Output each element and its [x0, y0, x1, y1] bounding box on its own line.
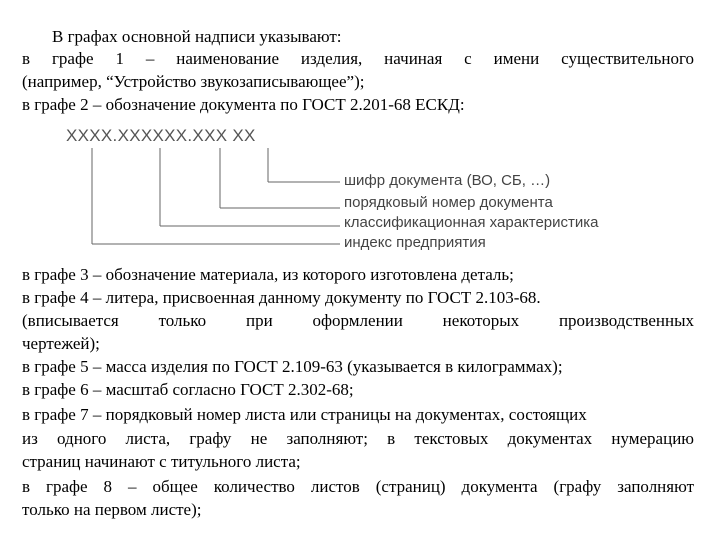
- label-enterprise-index: индекс предприятия: [344, 234, 486, 251]
- graph-4-line-3: чертежей);: [22, 334, 100, 353]
- label-document-code: шифр документа (ВО, СБ, …): [344, 172, 551, 189]
- graph-8-line-1: в графе 8 – общее количество листов (страниц) документа (графу заполняют: [22, 477, 694, 496]
- designation-code: XXXX.XXXXXX.XXX XX: [66, 126, 256, 145]
- graph-3-line: в графе 3 – обозначение материала, из которого изготовлена деталь;: [22, 265, 514, 284]
- graph-1-line-2: (например, “Устройство звукозаписывающее”);: [22, 72, 365, 91]
- graph-7-line-2: из одного листа, графу не заполняют; в текстовых документах нумерацию: [22, 429, 694, 448]
- graph-1-line-1: в графе 1 – наименование изделия, начиная с имени существительного: [22, 49, 694, 68]
- graph-6-line: в графе 6 – масштаб согласно ГОСТ 2.302-68;: [22, 380, 354, 399]
- graph-7-line-1: в графе 7 – порядковый номер листа или страницы на документах, состоящих: [22, 405, 587, 424]
- graph-7-line-3: страниц начинают с титульного листа;: [22, 452, 301, 471]
- label-serial-number: порядковый номер документа: [344, 194, 553, 211]
- graph-4-line-1: в графе 4 – литера, присвоенная данному документу по ГОСТ 2.103-68.: [22, 288, 541, 307]
- graph-5-line: в графе 5 – масса изделия по ГОСТ 2.109-63 (указывается в килограммах);: [22, 357, 563, 376]
- graph-2-line: в графе 2 – обозначение документа по ГОСТ 2.201-68 ЕСКД:: [22, 95, 465, 114]
- label-classification: классификационная характеристика: [344, 214, 599, 231]
- intro-line: В графах основной надписи указывают:: [52, 27, 342, 46]
- graph-4-line-2: (вписывается только при оформлении некоторых производственных: [22, 311, 694, 330]
- graph-8-line-2: только на первом листе);: [22, 500, 202, 519]
